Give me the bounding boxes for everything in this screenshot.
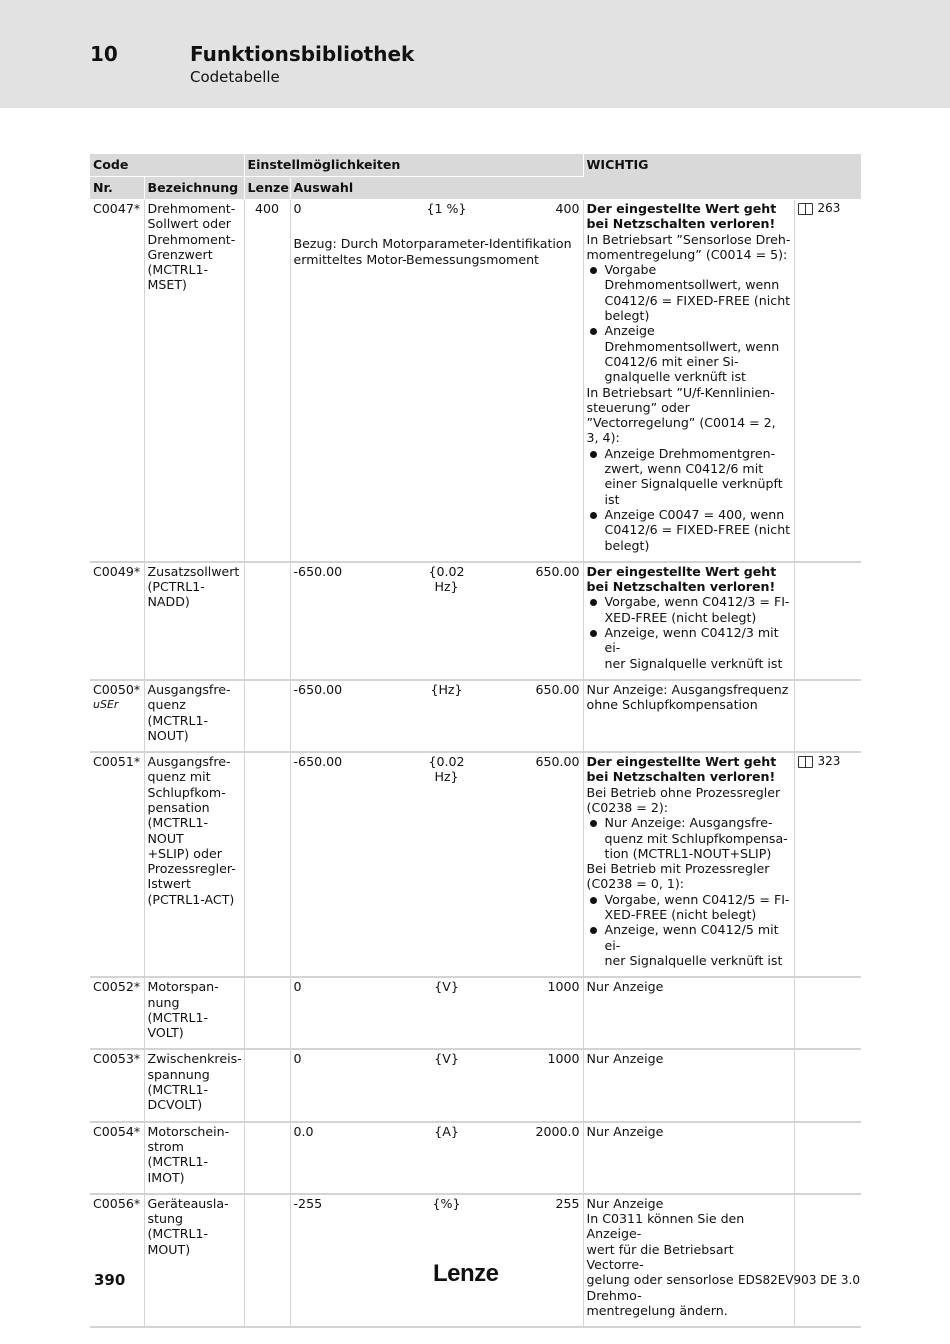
head-settings: Einstellmöglichkeiten <box>244 154 583 177</box>
selection-note: Bezug: Durch Motorparameter-Identifikation ermitteltes Motor-Bemessungsmoment <box>293 236 572 267</box>
user-menu-tag: uSEr <box>93 698 119 712</box>
code-table <box>90 154 861 1328</box>
lenze-cell <box>244 1049 290 1121</box>
lenze-cell: 400 <box>244 200 290 562</box>
designation-cell: Zwischenkreis- spannung (MCTRL1- DCVOLT) <box>144 1049 244 1121</box>
warning-text: Der eingestellte Wert geht bei Netzschalten verloren! <box>586 754 777 785</box>
code-cell <box>90 680 144 752</box>
page-reference[interactable]: 263 <box>817 201 841 215</box>
important-cell: Nur Anzeige <box>583 977 794 1049</box>
min-value: -255 <box>293 1195 323 1211</box>
min-value: 0 <box>293 201 302 216</box>
table-row <box>90 200 861 562</box>
selection-cell <box>290 1122 583 1194</box>
unit-value: {Hz} <box>430 681 463 697</box>
code-value: C0050* <box>93 681 141 697</box>
designation-cell: Ausgangsfre- quenz (MCTRL1- NOUT) <box>144 680 244 752</box>
reference-cell <box>794 1049 861 1121</box>
head-designation: Bezeichnung <box>144 177 244 200</box>
book-icon <box>798 203 813 215</box>
lenze-cell <box>244 680 290 752</box>
unit-value: {V} <box>434 979 459 995</box>
lenze-cell <box>244 562 290 680</box>
info-text: In Betriebsart ”U/f-Kennlinien- steuerung” oder ”Vectorregelung” (C0014 = 2, 3, 4): <box>586 384 776 446</box>
designation-cell: Motorspan- nung (MCTRL1-VOLT) <box>144 977 244 1049</box>
reference-cell <box>794 977 861 1049</box>
bullet-item: Anzeige Drehmomentgren- zwert, wenn C0412/6 mit einer Signalquelle verknüpft ist <box>587 446 791 507</box>
code-cell: C0056* <box>90 1194 144 1327</box>
unit-value: {%} <box>432 1195 461 1211</box>
important-cell: Nur Anzeige In C0311 können Sie den Anzeige- wert für die Betriebsart Vectorre- gelung oder sensorlose Drehmo- mentregelung ändern. <box>583 1194 794 1327</box>
head-nr: Nr. <box>90 177 144 200</box>
info-text: Bei Betrieb ohne Prozessregler (C0238 = 2): <box>586 784 781 815</box>
max-value: 2000.0 <box>535 1123 580 1139</box>
code-cell: C0052* <box>90 977 144 1049</box>
head-lenze: Lenze <box>244 177 290 200</box>
max-value: 650.00 <box>535 681 580 697</box>
head-code: Code <box>90 154 244 177</box>
reference-cell <box>794 1194 861 1327</box>
min-value: -650.00 <box>293 563 343 579</box>
table-row <box>90 1049 861 1121</box>
table-row <box>90 977 861 1049</box>
head-important: WICHTIG <box>583 154 861 200</box>
page-number: 390 <box>94 1271 126 1289</box>
selection-cell <box>290 1049 583 1121</box>
lenze-cell <box>244 977 290 1049</box>
book-icon <box>798 756 813 768</box>
lenze-cell <box>244 752 290 977</box>
warning-text: Der eingestellte Wert geht bei Netzschalten verloren! <box>586 201 777 232</box>
min-value: 0 <box>293 1051 302 1067</box>
info-text: In Betriebsart ”Sensorlose Dreh- momentregelung” (C0014 = 5): <box>586 231 791 262</box>
important-cell <box>583 752 794 977</box>
bullet-item: Vorgabe, wenn C0412/3 = FI- XED-FREE (nicht belegt) <box>587 594 791 625</box>
unit-value: {A} <box>434 1123 459 1139</box>
info-text: Bei Betrieb mit Prozessregler (C0238 = 0, 1): <box>586 861 770 892</box>
bullet-item: Vorgabe, wenn C0412/5 = FI- XED-FREE (nicht belegt) <box>587 892 791 923</box>
designation-cell: Drehmoment- Sollwert oder Drehmoment- Grenzwert (MCTRL1- MSET) <box>144 200 244 562</box>
selection-cell <box>290 680 583 752</box>
bullet-item: Nur Anzeige: Ausgangsfre- quenz mit Schlupfkompensa- tion (MCTRL1-NOUT+SLIP) <box>587 815 791 861</box>
code-cell: C0053* <box>90 1049 144 1121</box>
unit-value: {V} <box>434 1051 459 1067</box>
bullet-item: Vorgabe Drehmomentsollwert, wenn C0412/6 = FIXED-FREE (nicht belegt) <box>587 262 791 323</box>
chapter-title: Funktionsbibliothek <box>190 42 415 66</box>
table-row <box>90 680 861 752</box>
header-band <box>0 0 950 108</box>
important-cell: Nur Anzeige <box>583 1049 794 1121</box>
min-value: 0.0 <box>293 1123 314 1139</box>
code-cell: C0054* <box>90 1122 144 1194</box>
selection-cell <box>290 562 583 680</box>
chapter-number: 10 <box>90 42 118 66</box>
selection-cell <box>290 200 583 562</box>
code-cell: C0047* <box>90 200 144 562</box>
selection-cell <box>290 752 583 977</box>
important-cell <box>583 200 794 562</box>
designation-cell: Ausgangsfre- quenz mit Schlupfkom- pensation (MCTRL1-NOUT +SLIP) oder Prozessregler- Istwert (PCTRL1-ACT) <box>144 752 244 977</box>
info-text: Nur Anzeige: Ausgangsfrequenz ohne Schlupfkompensation <box>586 681 789 713</box>
unit-value: {0.02 Hz} <box>428 563 465 595</box>
important-cell <box>583 680 794 752</box>
max-value: 1000 <box>547 1051 580 1067</box>
reference-cell <box>794 562 861 680</box>
reference-cell <box>794 680 861 752</box>
important-cell: Nur Anzeige <box>583 1122 794 1194</box>
designation-cell: Motorschein- strom (MCTRL1- IMOT) <box>144 1122 244 1194</box>
lenze-cell <box>244 1194 290 1327</box>
designation-cell: Geräteausla- stung (MCTRL1- MOUT) <box>144 1194 244 1327</box>
document-reference: EDS82EV903 DE 3.0 <box>738 1273 860 1287</box>
code-cell: C0051* <box>90 752 144 977</box>
bullet-item: Anzeige, wenn C0412/5 mit ei- ner Signalquelle verknüft ist <box>587 922 791 968</box>
min-value: -650.00 <box>293 754 343 770</box>
table-row <box>90 1122 861 1194</box>
table-row <box>90 752 861 977</box>
page-reference[interactable]: 323 <box>817 754 841 769</box>
reference-cell <box>794 1122 861 1194</box>
bullet-item: Anzeige, wenn C0412/3 mit ei- ner Signalquelle verknüft ist <box>587 625 791 671</box>
bullet-item: Anzeige Drehmomentsollwert, wenn C0412/6 mit einer Si- gnalquelle verknüft ist <box>587 323 791 384</box>
code-cell: C0049* <box>90 562 144 680</box>
lenze-cell <box>244 1122 290 1194</box>
min-value: 0 <box>293 979 302 995</box>
selection-cell <box>290 977 583 1049</box>
max-value: 650.00 <box>535 563 580 579</box>
bullet-item: Anzeige C0047 = 400, wenn C0412/6 = FIXED-FREE (nicht belegt) <box>587 507 791 553</box>
max-value: 650.00 <box>535 754 580 770</box>
lenze-logo: Lenze <box>433 1260 499 1287</box>
unit-value: {1 %} <box>426 201 467 216</box>
designation-cell: Zusatzsollwert (PCTRL1-NADD) <box>144 562 244 680</box>
table-row <box>90 562 861 680</box>
min-value: -650.00 <box>293 681 343 697</box>
max-value: 1000 <box>547 979 580 995</box>
max-value: 400 <box>555 201 580 216</box>
warning-text: Der eingestellte Wert geht bei Netzschalten verloren! <box>586 563 777 595</box>
reference-cell[interactable] <box>794 200 861 562</box>
important-cell <box>583 562 794 680</box>
max-value: 255 <box>555 1195 580 1211</box>
unit-value: {0.02 Hz} <box>428 754 465 785</box>
chapter-subtitle: Codetabelle <box>190 68 280 86</box>
head-selection: Auswahl <box>290 177 583 200</box>
reference-cell[interactable] <box>794 752 861 977</box>
